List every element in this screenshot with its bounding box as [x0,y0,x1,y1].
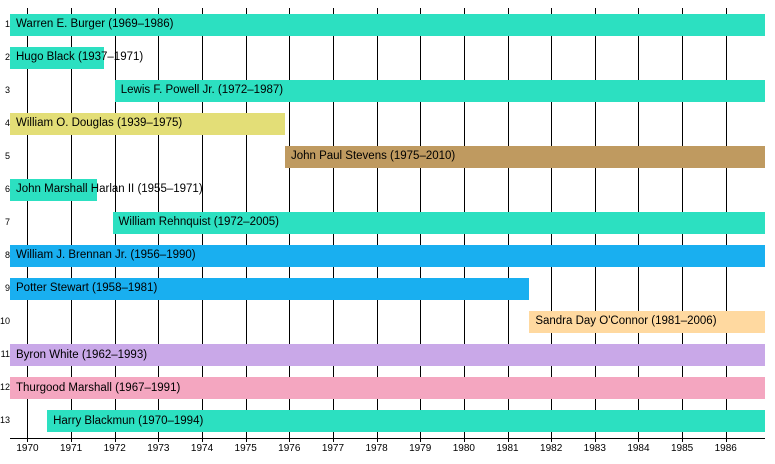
axis-tick [202,438,203,442]
axis-tick-label: 1971 [59,443,83,454]
axis-tick [420,438,421,442]
timeline-bar-label: John Paul Stevens (1975–2010) [290,150,456,163]
axis-tick [289,438,290,442]
axis-tick-label: 1984 [627,443,650,454]
timeline-bar-label: Harry Blackmun (1970–1994) [53,414,204,427]
axis-tick [551,438,552,442]
axis-tick-label: 1985 [670,443,694,454]
timeline-bar-label: Lewis F. Powell Jr. (1972–1987) [120,83,284,96]
timeline-row [10,140,765,173]
timeline-row [10,405,765,438]
axis-tick-label: 1982 [540,443,563,454]
axis-tick [595,438,596,442]
row-index-label: 7 [4,217,10,227]
timeline-bar-label: Warren E. Burger (1969–1986) [16,17,174,30]
timeline-bar-label: John Marshall Harlan II (1955–1971) [16,183,203,196]
timeline-bar[interactable] [529,311,765,333]
timeline-bar-label: Potter Stewart (1958–1981) [16,282,158,295]
timeline-bar[interactable] [10,47,144,69]
row-index-label: 1 [4,18,10,29]
axis-tick [377,438,378,442]
axis-tick-label: 1979 [409,443,432,454]
timeline-row [10,206,765,239]
timeline-row [10,8,765,41]
axis-tick-label: 1983 [583,443,606,454]
axis-tick-label: 1970 [16,443,39,454]
timeline-bar-label: Thurgood Marshall (1967–1991) [16,381,181,394]
axis-tick-label: 1978 [365,443,388,454]
timeline-bar[interactable] [285,146,765,168]
axis-tick [508,438,509,442]
timeline-row [10,173,765,206]
axis-tick-label: 1974 [190,443,214,454]
axis-tick-label: 1975 [234,443,257,454]
axis-tick [71,438,72,442]
row-index-label: 4 [4,117,10,128]
axis-tick [333,438,334,442]
timeline-bar[interactable] [113,212,765,234]
timeline-bar-label: Hugo Black (1937–1971) [16,50,144,63]
timeline-row [10,339,765,372]
timeline-row [10,372,765,405]
axis-tick [682,438,683,442]
row-index-label: 11 [0,349,10,360]
timeline-bar-label: William Rehnquist (1972–2005) [118,216,279,229]
axis-tick [638,438,639,442]
timeline-bar[interactable] [10,179,203,201]
axis-tick-label: 1980 [452,443,475,454]
x-axis [10,438,765,460]
timeline-row [10,306,765,339]
timeline-bar-label: Byron White (1962–1993) [16,348,148,361]
axis-tick [115,438,116,442]
row-index-label: 2 [4,51,10,62]
timeline-row [10,240,765,273]
timeline-bar[interactable] [115,80,765,102]
row-index-label: 12 [0,382,11,393]
timeline-bar[interactable] [47,410,765,432]
axis-tick-label: 1986 [714,443,737,454]
axis-tick [726,438,727,442]
row-index-label: 8 [4,250,10,261]
axis-line [10,438,765,439]
timeline-bar-label: Sandra Day O'Connor (1981–2006) [535,315,717,328]
timeline-row [10,74,765,107]
row-index-label: 3 [4,84,10,95]
row-index-label: 13 [0,415,11,426]
timeline-bar[interactable] [10,113,285,135]
row-index-label: 5 [4,150,10,161]
axis-tick [246,438,247,442]
timeline-bar-label: William J. Brennan Jr. (1956–1990) [16,249,196,262]
timeline-row [10,41,765,74]
axis-tick-label: 1976 [278,443,301,454]
timeline-bar[interactable] [10,245,765,267]
timeline-bar-label: William O. Douglas (1939–1975) [16,117,183,129]
axis-tick [464,438,465,442]
timeline-bar[interactable] [10,14,765,36]
timeline-row [10,273,765,306]
axis-tick [158,438,159,442]
row-index-label: 6 [4,183,10,194]
timeline-row [10,107,765,140]
axis-tick-label: 1972 [103,443,126,454]
axis-tick [27,438,28,442]
plot-area [0,8,765,438]
timeline-bar[interactable] [10,344,765,366]
axis-tick-label: 1973 [147,443,170,454]
axis-tick-label: 1981 [496,443,519,454]
timeline-bar[interactable] [10,278,529,300]
timeline-bar[interactable] [10,377,765,399]
row-index-label: 9 [4,283,10,294]
axis-tick-label: 1977 [321,443,345,454]
row-index-label: 10 [0,316,11,327]
